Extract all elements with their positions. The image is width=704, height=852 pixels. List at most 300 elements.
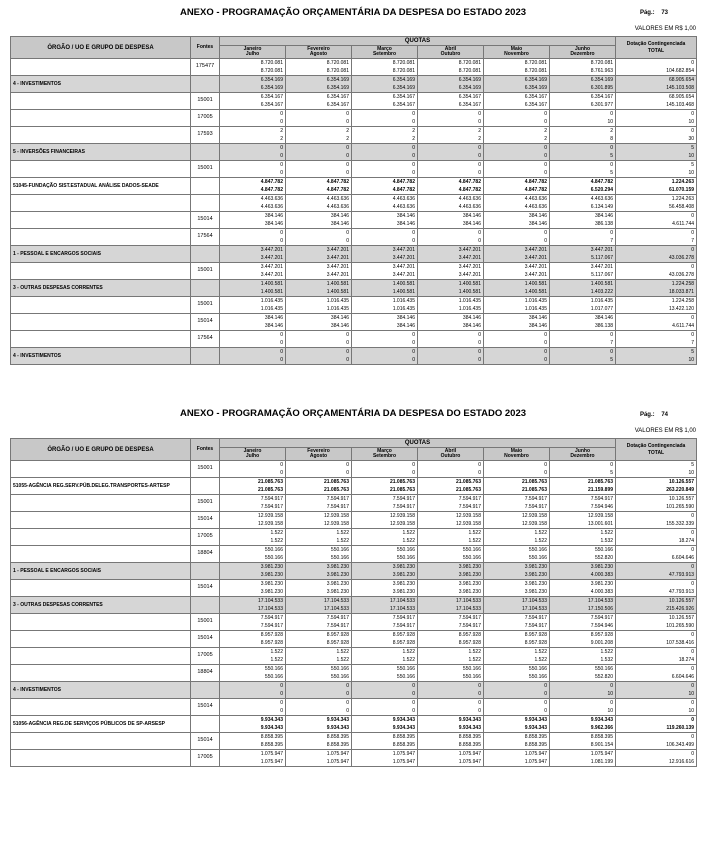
month-value-cell: 0 0 (484, 348, 550, 365)
month-value-cell: 384.146 384.146 (220, 314, 286, 331)
contingenciada-total-cell: 5 10 (616, 144, 697, 161)
month-value-cell: 1.075.947 1.075.947 (484, 750, 550, 767)
header-row (11, 37, 697, 46)
fonte-code: 15014 (191, 699, 220, 716)
contingenciada-total-cell: 0 6.604.646 (616, 665, 697, 682)
contingenciada-total-cell: 0 43.036.278 (616, 246, 697, 263)
month-value-cell: 1.075.947 1.075.947 (286, 750, 352, 767)
month-value-cell: 8.957.928 8.957.928 (352, 631, 418, 648)
month-value-cell: 384.146 384.146 (352, 212, 418, 229)
month-value-cell: 384.146 386.138 (550, 314, 616, 331)
contingenciada-total-cell: 5 10 (616, 161, 697, 178)
month-value-cell: 550.166 550.166 (352, 665, 418, 682)
fonte-code (191, 280, 220, 297)
month-value-cell: 0 0 (220, 699, 286, 716)
row-label (11, 212, 191, 229)
contingenciada-total-cell: 0 10 (616, 682, 697, 699)
month-value-cell: 1.075.947 1.081.199 (550, 750, 616, 767)
month-value-cell: 550.166 550.166 (484, 546, 550, 563)
contingenciada-total-cell: 68.905.654 145.103.508 (616, 76, 697, 93)
row-label (11, 648, 191, 665)
month-value-cell: 0 0 (286, 348, 352, 365)
contingenciada-total-cell: 0 4.611.744 (616, 212, 697, 229)
month-value-cell: 2 2 (418, 127, 484, 144)
fontes-header: Fontes (191, 439, 220, 461)
source-row (11, 461, 697, 478)
month-value-cell: 6.354.169 6.354.169 (418, 76, 484, 93)
valores-label: VALORES EM R$ 1,00 (634, 428, 696, 434)
expense-group-row (11, 348, 697, 365)
row-label (11, 297, 191, 314)
source-row (11, 529, 697, 546)
month-value-cell: 8.858.395 8.858.395 (484, 733, 550, 750)
month-value-cell: 1.522 1.522 (352, 529, 418, 546)
fonte-code: 17005 (191, 750, 220, 767)
fonte-code: 17005 (191, 529, 220, 546)
month-value-cell: 1.522 1.532 (550, 648, 616, 665)
month-value-cell: 0 5 (550, 461, 616, 478)
month-value-cell: 384.146 384.146 (352, 314, 418, 331)
month-value-cell: 0 0 (286, 461, 352, 478)
row-label: 4 - INVESTIMENTOS (11, 76, 191, 93)
month-value-cell: 1.016.435 1.016.435 (220, 297, 286, 314)
month-value-cell: 550.166 550.166 (484, 665, 550, 682)
row-label (11, 59, 191, 76)
month-value-cell: 384.146 384.146 (418, 314, 484, 331)
contingenciada-total-cell: 0 47.793.913 (616, 563, 697, 580)
row-label: 1 - PESSOAL E ENCARGOS SOCIAIS (11, 246, 191, 263)
month-value-cell: 384.146 386.138 (550, 212, 616, 229)
month-value-cell: 550.166 550.166 (286, 665, 352, 682)
row-label: 1 - PESSOAL E ENCARGOS SOCIAIS (11, 563, 191, 580)
month-value-cell: 4.463.636 4.463.636 (352, 195, 418, 212)
fonte-code: 17005 (191, 110, 220, 127)
month-value-cell: 7.594.917 7.594.946 (550, 614, 616, 631)
source-row (11, 665, 697, 682)
source-row (11, 314, 697, 331)
row-label (11, 733, 191, 750)
contingenciada-total-cell: 0 119.260.139 (616, 716, 697, 733)
expense-group-row (11, 144, 697, 161)
contingenciada-total-cell: 68.905.654 145.103.468 (616, 93, 697, 110)
month-header: Janeiro Julho (220, 448, 286, 461)
month-value-cell: 0 0 (220, 461, 286, 478)
fonte-code (191, 178, 220, 195)
month-value-cell: 17.104.533 17.104.533 (484, 597, 550, 614)
month-value-cell: 0 7 (550, 331, 616, 348)
month-value-cell: 0 10 (550, 682, 616, 699)
row-label: 5 - INVERSÕES FINANCEIRAS (11, 144, 191, 161)
month-value-cell: 6.354.169 6.354.169 (352, 76, 418, 93)
month-value-cell: 0 0 (484, 229, 550, 246)
month-value-cell: 0 0 (352, 229, 418, 246)
month-value-cell: 12.939.158 12.939.158 (484, 512, 550, 529)
month-value-cell: 8.957.928 8.957.928 (418, 631, 484, 648)
month-value-cell: 0 0 (220, 682, 286, 699)
fonte-code: 15001 (191, 93, 220, 110)
month-value-cell: 0 10 (550, 110, 616, 127)
month-value-cell: 1.075.947 1.075.947 (418, 750, 484, 767)
month-value-cell: 0 7 (550, 229, 616, 246)
fonte-code: 17564 (191, 331, 220, 348)
month-value-cell: 7.594.917 7.594.917 (484, 614, 550, 631)
contingenciada-total-cell: 10.126.557 101.265.590 (616, 614, 697, 631)
row-label (11, 614, 191, 631)
month-value-cell: 9.934.343 9.934.343 (220, 716, 286, 733)
header-row (11, 439, 697, 448)
fonte-code (191, 478, 220, 495)
month-value-cell: 21.085.763 21.085.763 (484, 478, 550, 495)
month-value-cell: 3.447.201 3.447.201 (286, 263, 352, 280)
month-value-cell: 3.981.230 3.981.230 (286, 563, 352, 580)
month-value-cell: 550.166 550.166 (352, 546, 418, 563)
month-value-cell: 4.463.636 4.463.636 (418, 195, 484, 212)
month-value-cell: 21.085.763 21.159.899 (550, 478, 616, 495)
budget-table (10, 36, 697, 365)
month-header: Março Setembro (352, 448, 418, 461)
month-value-cell: 12.939.158 12.939.158 (352, 512, 418, 529)
contingenciada-total-cell: 0 12.916.616 (616, 750, 697, 767)
month-value-cell: 7.594.917 7.594.917 (352, 495, 418, 512)
month-value-cell: 3.981.230 3.981.230 (220, 563, 286, 580)
source-row (11, 699, 697, 716)
fonte-code: 15001 (191, 461, 220, 478)
month-value-cell: 384.146 384.146 (484, 212, 550, 229)
fonte-code (191, 716, 220, 733)
month-value-cell: 0 0 (286, 229, 352, 246)
month-value-cell: 6.354.169 6.354.169 (484, 76, 550, 93)
month-value-cell: 1.400.581 1.403.222 (550, 280, 616, 297)
month-value-cell: 0 0 (286, 331, 352, 348)
row-label (11, 495, 191, 512)
contingenciada-total-cell: 5 10 (616, 348, 697, 365)
month-value-cell: 1.016.435 1.017.077 (550, 297, 616, 314)
month-value-cell: 17.104.533 17.104.533 (418, 597, 484, 614)
month-value-cell: 3.447.201 3.447.201 (352, 263, 418, 280)
month-value-cell: 4.847.782 4.847.782 (220, 178, 286, 195)
quotas-header: QUOTAS (220, 37, 616, 46)
month-value-cell: 1.400.581 1.400.581 (352, 280, 418, 297)
month-value-cell: 3.981.230 4.000.383 (550, 580, 616, 597)
month-value-cell: 7.594.917 7.594.917 (286, 614, 352, 631)
contingenciada-total-cell: 0 7 (616, 331, 697, 348)
month-value-cell: 1.400.581 1.400.581 (220, 280, 286, 297)
organ-row (11, 178, 697, 195)
month-value-cell: 4.463.636 4.463.636 (220, 195, 286, 212)
month-value-cell: 6.354.169 6.354.169 (286, 76, 352, 93)
month-value-cell: 384.146 384.146 (286, 314, 352, 331)
month-value-cell: 0 0 (352, 682, 418, 699)
month-value-cell: 3.447.201 3.447.201 (220, 246, 286, 263)
contingenciada-total-cell: 0 30 (616, 127, 697, 144)
fonte-code: 15014 (191, 631, 220, 648)
month-value-cell: 2 2 (286, 127, 352, 144)
source-row (11, 110, 697, 127)
month-value-cell: 12.939.158 12.939.158 (418, 512, 484, 529)
row-label: 4 - INVESTIMENTOS (11, 348, 191, 365)
row-label (11, 161, 191, 178)
row-label: 3 - OUTRAS DESPESAS CORRENTES (11, 597, 191, 614)
month-value-cell: 4.463.636 6.134.149 (550, 195, 616, 212)
month-value-cell: 0 0 (220, 348, 286, 365)
row-label (11, 631, 191, 648)
month-value-cell: 4.847.782 6.520.294 (550, 178, 616, 195)
month-value-cell: 17.104.533 17.104.533 (352, 597, 418, 614)
quotas-header: QUOTAS (220, 439, 616, 448)
fonte-code: 18804 (191, 665, 220, 682)
contingenciada-total-cell: 1.224.258 13.422.120 (616, 297, 697, 314)
month-value-cell: 0 0 (220, 161, 286, 178)
month-value-cell: 1.522 1.522 (484, 529, 550, 546)
month-value-cell: 7.594.917 7.594.917 (220, 495, 286, 512)
month-value-cell: 2 2 (220, 127, 286, 144)
row-label (11, 750, 191, 767)
month-value-cell: 0 0 (418, 229, 484, 246)
source-row (11, 229, 697, 246)
source-row (11, 495, 697, 512)
fonte-code: 15014 (191, 314, 220, 331)
month-value-cell: 3.981.230 3.981.230 (352, 563, 418, 580)
orgao-header: ÓRGÃO / UO E GRUPO DE DESPESA (11, 37, 191, 59)
expense-group-row (11, 682, 697, 699)
fonte-code: 15001 (191, 263, 220, 280)
month-value-cell: 7.594.917 7.594.917 (220, 614, 286, 631)
month-value-cell: 3.447.201 3.447.201 (220, 263, 286, 280)
month-value-cell: 1.075.947 1.075.947 (352, 750, 418, 767)
contingenciada-total-cell: 10.126.557 215.426.926 (616, 597, 697, 614)
source-row (11, 331, 697, 348)
contingenciada-total-cell: 5 10 (616, 461, 697, 478)
month-value-cell: 8.957.928 8.957.928 (220, 631, 286, 648)
month-value-cell: 6.354.167 6.301.977 (550, 93, 616, 110)
month-value-cell: 3.981.230 3.981.230 (418, 580, 484, 597)
month-value-cell: 3.447.201 3.447.201 (352, 246, 418, 263)
month-header: Junho Dezembro (550, 448, 616, 461)
source-row (11, 631, 697, 648)
row-label: 4 - INVESTIMENTOS (11, 682, 191, 699)
month-value-cell: 0 10 (550, 699, 616, 716)
month-value-cell: 0 0 (220, 331, 286, 348)
row-label (11, 195, 191, 212)
month-header: Junho Dezembro (550, 46, 616, 59)
source-row (11, 546, 697, 563)
month-header: Janeiro Julho (220, 46, 286, 59)
month-value-cell: 4.463.636 4.463.636 (484, 195, 550, 212)
month-value-cell: 3.981.230 3.981.230 (352, 580, 418, 597)
month-value-cell: 0 0 (352, 331, 418, 348)
month-value-cell: 0 0 (418, 161, 484, 178)
page-number-value: 74 (661, 412, 668, 418)
contingenciada-total-cell: 0 47.793.913 (616, 580, 697, 597)
row-label: 51055-AGÊNCIA REG.SERV.PÚB.DELEG.TRANSPORTES-ARTESP (11, 478, 191, 495)
row-label: 51056-AGÊNCIA REG.DE SERVIÇOS PÚBLICOS DE SP-ARSESP (11, 716, 191, 733)
month-value-cell: 0 0 (484, 161, 550, 178)
month-value-cell: 4.463.636 4.463.636 (286, 195, 352, 212)
month-value-cell: 0 0 (286, 110, 352, 127)
fonte-code (191, 563, 220, 580)
fonte-code: 15001 (191, 161, 220, 178)
month-value-cell: 1.075.947 1.075.947 (220, 750, 286, 767)
month-header: Maio Novembro (484, 448, 550, 461)
contingenciada-total-cell: 1.224.263 61.070.159 (616, 178, 697, 195)
source-row (11, 212, 697, 229)
month-value-cell: 3.981.230 4.000.383 (550, 563, 616, 580)
organ-row (11, 478, 697, 495)
month-value-cell: 0 0 (220, 229, 286, 246)
fonte-code: 15001 (191, 614, 220, 631)
month-value-cell: 384.146 384.146 (286, 212, 352, 229)
month-value-cell: 8.858.395 8.858.395 (352, 733, 418, 750)
month-value-cell: 1.522 1.522 (220, 648, 286, 665)
fonte-code (191, 597, 220, 614)
source-row (11, 750, 697, 767)
contingenciada-total-cell: 10.126.557 263.220.849 (616, 478, 697, 495)
source-row (11, 93, 697, 110)
month-value-cell: 21.085.763 21.085.763 (418, 478, 484, 495)
month-value-cell: 12.939.158 12.939.158 (286, 512, 352, 529)
month-value-cell: 0 0 (418, 461, 484, 478)
month-value-cell: 7.594.917 7.594.917 (418, 495, 484, 512)
month-value-cell: 7.594.917 7.594.917 (352, 614, 418, 631)
month-value-cell: 3.981.230 3.981.230 (418, 563, 484, 580)
month-value-cell: 21.085.763 21.085.763 (286, 478, 352, 495)
organ-row (11, 716, 697, 733)
month-header: Fevereiro Agosto (286, 46, 352, 59)
source-row (11, 195, 697, 212)
row-label (11, 461, 191, 478)
month-value-cell: 0 0 (484, 699, 550, 716)
month-value-cell: 0 0 (220, 144, 286, 161)
fonte-code: 15014 (191, 212, 220, 229)
month-value-cell: 6.354.169 6.301.895 (550, 76, 616, 93)
expense-group-row (11, 597, 697, 614)
contingenciada-total-cell: 0 18.274 (616, 529, 697, 546)
month-value-cell: 8.858.395 8.901.154 (550, 733, 616, 750)
month-value-cell: 21.085.763 21.085.763 (352, 478, 418, 495)
month-value-cell: 8.720.081 8.720.081 (418, 59, 484, 76)
fonte-code: 17005 (191, 648, 220, 665)
expense-group-row (11, 280, 697, 297)
month-value-cell: 0 0 (352, 348, 418, 365)
month-value-cell: 3.447.201 3.447.201 (286, 246, 352, 263)
month-value-cell: 1.522 1.532 (550, 529, 616, 546)
month-header: Maio Novembro (484, 46, 550, 59)
source-row (11, 614, 697, 631)
month-value-cell: 8.957.928 8.957.928 (286, 631, 352, 648)
month-value-cell: 550.166 550.166 (220, 546, 286, 563)
month-value-cell: 0 0 (286, 161, 352, 178)
row-label (11, 546, 191, 563)
month-value-cell: 550.166 550.166 (418, 546, 484, 563)
source-row (11, 263, 697, 280)
month-value-cell: 8.720.081 8.720.081 (484, 59, 550, 76)
month-value-cell: 384.146 384.146 (484, 314, 550, 331)
month-value-cell: 6.354.167 6.354.167 (418, 93, 484, 110)
month-value-cell: 3.447.201 5.117.067 (550, 246, 616, 263)
row-label (11, 93, 191, 110)
row-label (11, 699, 191, 716)
month-value-cell: 4.847.782 4.847.782 (352, 178, 418, 195)
expense-group-row (11, 76, 697, 93)
month-value-cell: 8.720.081 8.720.081 (220, 59, 286, 76)
month-value-cell: 0 0 (286, 699, 352, 716)
month-value-cell: 17.104.533 17.150.506 (550, 597, 616, 614)
month-value-cell: 3.981.230 3.981.230 (484, 580, 550, 597)
source-row (11, 648, 697, 665)
valores-label: VALORES EM R$ 1,00 (634, 26, 696, 32)
fonte-code: 17593 (191, 127, 220, 144)
month-value-cell: 0 0 (484, 682, 550, 699)
month-value-cell: 3.981.230 3.981.230 (286, 580, 352, 597)
month-value-cell: 1.522 1.522 (352, 648, 418, 665)
month-value-cell: 1.522 1.522 (418, 648, 484, 665)
month-value-cell: 7.594.917 7.594.917 (484, 495, 550, 512)
month-value-cell: 12.939.158 13.001.601 (550, 512, 616, 529)
source-row (11, 297, 697, 314)
month-value-cell: 0 0 (484, 331, 550, 348)
month-value-cell: 0 0 (484, 144, 550, 161)
month-value-cell: 6.354.167 6.354.167 (352, 93, 418, 110)
fonte-code (191, 348, 220, 365)
row-label (11, 331, 191, 348)
source-row (11, 733, 697, 750)
month-value-cell: 8.957.928 8.957.928 (484, 631, 550, 648)
contingenciada-total-cell: 0 6.604.646 (616, 546, 697, 563)
month-value-cell: 2 2 (352, 127, 418, 144)
contingenciada-total-cell: 0 10 (616, 699, 697, 716)
contingenciada-total-cell: 0 155.332.339 (616, 512, 697, 529)
month-value-cell: 3.447.201 3.447.201 (418, 263, 484, 280)
month-value-cell: 8.858.395 8.858.395 (220, 733, 286, 750)
month-value-cell: 0 0 (418, 331, 484, 348)
month-value-cell: 7.594.917 7.594.917 (286, 495, 352, 512)
fonte-code (191, 144, 220, 161)
fonte-code: 15014 (191, 580, 220, 597)
month-value-cell: 1.522 1.522 (220, 529, 286, 546)
row-label (11, 110, 191, 127)
month-value-cell: 6.354.167 6.354.167 (220, 93, 286, 110)
month-header: Fevereiro Agosto (286, 448, 352, 461)
source-row (11, 59, 697, 76)
month-value-cell: 0 0 (352, 699, 418, 716)
month-value-cell: 0 0 (418, 699, 484, 716)
month-value-cell: 21.085.763 21.085.763 (220, 478, 286, 495)
month-value-cell: 0 0 (220, 110, 286, 127)
month-header: Abril Outubro (418, 448, 484, 461)
page-number-label: Pág.: (639, 412, 655, 418)
month-value-cell: 17.104.533 17.104.533 (220, 597, 286, 614)
orgao-header: ÓRGÃO / UO E GRUPO DE DESPESA (11, 439, 191, 461)
fonte-code (191, 246, 220, 263)
month-value-cell: 0 0 (286, 682, 352, 699)
month-value-cell: 550.166 552.820 (550, 665, 616, 682)
month-value-cell: 0 0 (352, 161, 418, 178)
month-value-cell: 384.146 384.146 (418, 212, 484, 229)
month-value-cell: 1.016.435 1.016.435 (418, 297, 484, 314)
contingenciada-total-cell: 0 107.538.416 (616, 631, 697, 648)
month-value-cell: 3.447.201 3.447.201 (484, 246, 550, 263)
source-row (11, 580, 697, 597)
month-value-cell: 0 0 (418, 110, 484, 127)
month-value-cell: 550.166 550.166 (220, 665, 286, 682)
row-label: 51045-FUNDAÇÃO SIST.ESTADUAL ANÁLISE DADOS-SEADE (11, 178, 191, 195)
month-value-cell: 1.400.581 1.400.581 (286, 280, 352, 297)
fonte-code: 15001 (191, 495, 220, 512)
fonte-code: 175477 (191, 59, 220, 76)
month-value-cell: 7.594.917 7.594.917 (418, 614, 484, 631)
month-header: Março Setembro (352, 46, 418, 59)
contingenciada-total-cell: 0 104.682.854 (616, 59, 697, 76)
